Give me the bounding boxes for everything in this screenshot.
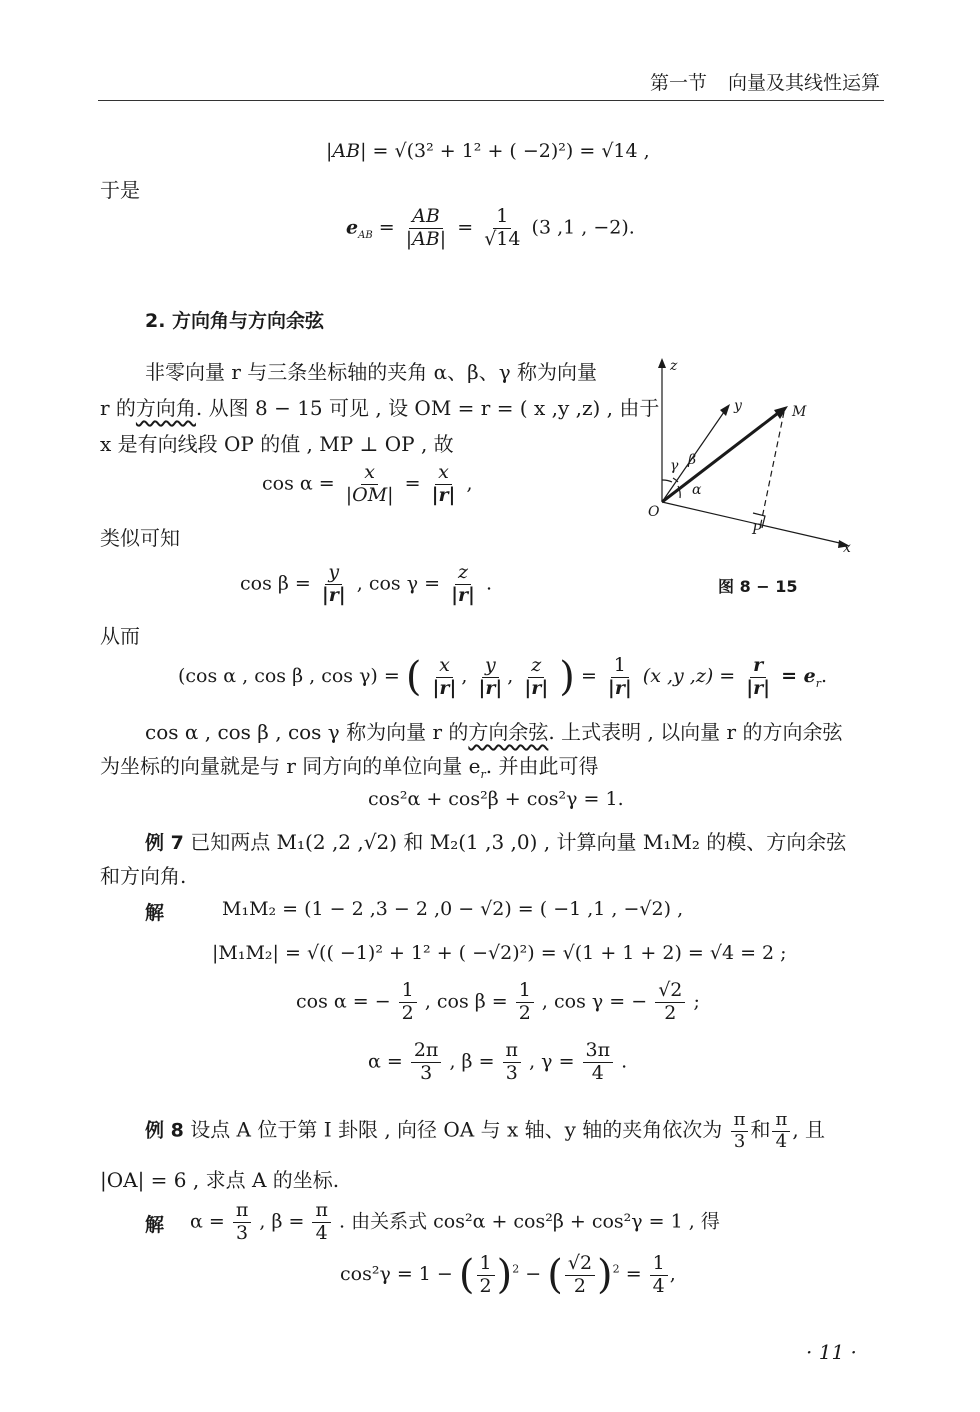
frac-num: 1 bbox=[516, 980, 534, 1003]
formula-ab-norm-rhs: √(3² + 1² + ( −2)²) = √14 , bbox=[394, 140, 650, 162]
para2-line2: 为坐标的向量就是与 r 同方向的单位向量 $e_r$. 并由此可得 bbox=[100, 754, 599, 781]
formula-unit-vector: $e_{AB}$ = $\frac{AB}{|AB|}$ = $\frac{1}{√14}$ (3 ,1 , −2). bbox=[346, 205, 635, 250]
frac-den: |r| bbox=[524, 676, 549, 699]
sol8-a: α = bbox=[190, 1210, 225, 1233]
arc-gamma bbox=[662, 480, 672, 482]
frac-x-over-om bbox=[343, 462, 397, 507]
frac-num: π bbox=[731, 1110, 749, 1132]
frac-pi-3 bbox=[503, 1040, 522, 1085]
header-section: 第一节 bbox=[650, 72, 708, 94]
example7-text: 已知两点 M₁(2 ,2 ,√2) 和 M₂(1 ,3 ,0) , 计算向量 M₁M₂ 的模、方向余弦 bbox=[190, 830, 847, 854]
formula-ab-norm bbox=[326, 140, 650, 162]
frac-x-r bbox=[430, 655, 460, 700]
cos-gamma-lhs: , cos γ = bbox=[356, 572, 441, 595]
frac-sqrt2-half bbox=[655, 980, 685, 1025]
frac-den: √14 bbox=[484, 227, 521, 250]
solution8-label: 解 bbox=[145, 1214, 165, 1236]
example7-label: 例 7 bbox=[145, 832, 184, 854]
frac-pi-4 bbox=[312, 1200, 331, 1245]
step4-a: α = bbox=[368, 1050, 403, 1073]
term-direction-angle: 方向角 bbox=[135, 396, 196, 420]
para1-post: . 从图 8 − 15 可见 , 设 OM = r = ( x ,y ,z) , 由于 bbox=[195, 396, 660, 420]
example7-line1 bbox=[145, 826, 846, 855]
solution7-step3 bbox=[296, 980, 700, 1025]
term-direction-cosine: 方向余弦 bbox=[468, 720, 549, 744]
header-title: 向量及其线性运算 bbox=[728, 72, 881, 94]
step4-d: . bbox=[621, 1050, 628, 1073]
frac-num: 1 bbox=[477, 1253, 495, 1276]
frac-y-over-r bbox=[319, 562, 349, 607]
frac-den: 3 bbox=[420, 1061, 433, 1084]
frac-den: 2 bbox=[479, 1274, 492, 1297]
frac-num: x bbox=[435, 462, 452, 485]
frac-num: 2π bbox=[411, 1040, 442, 1063]
om-arrowhead bbox=[774, 406, 788, 419]
frac-num: y bbox=[325, 562, 342, 585]
label-m: M bbox=[792, 404, 807, 420]
frac-den: 4 bbox=[315, 1221, 328, 1244]
example8-line1 bbox=[145, 1110, 825, 1152]
frac-pi-3 bbox=[731, 1110, 749, 1152]
example8-label: 例 8 bbox=[145, 1119, 184, 1142]
para2-body: 为坐标的向量就是与 r 同方向的单位向量 e bbox=[100, 754, 481, 778]
sol8-b: , β = bbox=[259, 1210, 305, 1233]
frac-3pi-4 bbox=[583, 1040, 614, 1085]
formula-direction-cosines: (cos α , cos β , cos γ) = ( $\frac{x}{|r|}$ , $\frac{y}{|r|}$ , $\frac{z}{|r|}$ ) = $\frac{1}{|r|}$ (x ,y ,z) = $\frac{r}{|r|}$ = $e_r$. bbox=[178, 653, 828, 700]
frac-z-r bbox=[521, 655, 551, 700]
step3-a: cos α = − bbox=[296, 990, 391, 1013]
frac-num: √2 bbox=[655, 980, 685, 1003]
label-alpha: α bbox=[692, 482, 702, 498]
step3-d: ; bbox=[693, 990, 700, 1013]
frac-den: |r| bbox=[451, 583, 475, 606]
identity-text: cos²α + cos²β + cos²γ = 1. bbox=[368, 788, 624, 810]
para1-pre: r 的 bbox=[100, 396, 136, 420]
frac-one-half bbox=[477, 1253, 495, 1298]
frac-r-r bbox=[743, 655, 773, 700]
frac-den: |r| bbox=[431, 483, 456, 506]
label-x: x bbox=[843, 540, 851, 556]
para1-line1: 非零向量 r 与三条坐标轴的夹角 α、β、γ 称为向量 bbox=[145, 360, 598, 384]
sol8-eq: = bbox=[625, 1263, 642, 1285]
cos-alpha-lhs: cos α = bbox=[262, 472, 335, 495]
unit-e-sub: AB bbox=[358, 230, 373, 242]
sol8-end: , bbox=[669, 1263, 676, 1285]
solution7-step1 bbox=[222, 898, 683, 920]
section-title: 2. 方向角与方向余弦 bbox=[145, 310, 325, 332]
text-congerm: 从而 bbox=[100, 624, 140, 648]
mp-dashed bbox=[760, 412, 784, 528]
example8-tail: , 且 bbox=[792, 1117, 826, 1142]
frac-num: 1 bbox=[650, 1253, 668, 1276]
frac-pi-4 bbox=[772, 1110, 790, 1152]
step4-c: , γ = bbox=[529, 1050, 575, 1073]
frac-ab-over-norm bbox=[403, 206, 450, 251]
frac-den: 2 bbox=[664, 1001, 677, 1024]
dc-tail: (x ,y ,z) = bbox=[642, 665, 736, 687]
text-similar: 类似可知 bbox=[100, 526, 180, 550]
page-number: · 11 · bbox=[806, 1340, 857, 1364]
frac-one-half bbox=[516, 980, 534, 1025]
frac-num: 1 bbox=[399, 980, 417, 1003]
frac-num: y bbox=[482, 655, 499, 678]
frac-one-over-sqrt14 bbox=[481, 206, 523, 251]
frac-x-over-r bbox=[429, 462, 459, 507]
example8-line2: |OA| = 6 , 求点 A 的坐标. bbox=[100, 1168, 340, 1192]
frac-1-r bbox=[605, 655, 635, 700]
para2-line1 bbox=[145, 716, 842, 745]
step2-text: |M₁M₂| = √(( −1)² + 1² + ( −√2)²) = √(1 + 1 + 2) = √4 = 2 ; bbox=[212, 942, 787, 964]
formula-cos-beta-gamma: cos β = $\frac{y}{|r|}$ , cos γ = $\frac{z}{|r|}$ . bbox=[240, 561, 493, 606]
frac-num: π bbox=[233, 1200, 252, 1223]
frac-num: √2 bbox=[565, 1253, 595, 1276]
dc-end: = e bbox=[781, 665, 816, 687]
step1-text: M₁M₂ = (1 − 2 ,3 − 2 ,0 − √2) = ( −1 ,1 , −√2) , bbox=[222, 898, 684, 920]
frac-den: |r| bbox=[478, 676, 503, 699]
frac-num: z bbox=[455, 562, 471, 585]
frac-den: |r| bbox=[607, 676, 632, 699]
frac-den: |AB| bbox=[405, 227, 447, 250]
frac-one-fourth bbox=[650, 1253, 668, 1298]
frac-num: π bbox=[772, 1110, 790, 1132]
para2-pre: cos α , cos β , cos γ 称为向量 r 的 bbox=[145, 720, 469, 744]
frac-den: 3 bbox=[236, 1221, 249, 1244]
header-rule bbox=[98, 100, 884, 101]
frac-num: 1 bbox=[493, 206, 511, 229]
vector-om bbox=[662, 410, 782, 502]
frac-den: 4 bbox=[775, 1130, 788, 1152]
frac-den: |r| bbox=[432, 676, 457, 699]
frac-num: x bbox=[436, 655, 453, 678]
solution7-step4 bbox=[368, 1040, 627, 1085]
frac-den: 2 bbox=[518, 1001, 531, 1024]
frac-num: π bbox=[312, 1200, 331, 1223]
example8-text: 设点 A 位于第 I 卦限 , 向径 OA 与 x 轴、y 轴的夹角依次为 bbox=[190, 1117, 723, 1142]
frac-z-over-r bbox=[448, 562, 478, 607]
frac-den: 3 bbox=[733, 1130, 746, 1152]
frac-one-half bbox=[399, 980, 417, 1025]
frac-y-r bbox=[475, 655, 505, 700]
example7-line2: 和方向角. bbox=[100, 864, 187, 888]
para2-post: . 上式表明 , 以向量 r 的方向余弦 bbox=[548, 720, 843, 744]
unit-tail: (3 ,1 , −2). bbox=[531, 216, 635, 239]
para1-line2 bbox=[100, 392, 659, 421]
step3-b: , cos β = bbox=[424, 990, 508, 1013]
formula-identity bbox=[368, 788, 624, 810]
label-o: O bbox=[648, 504, 660, 520]
label-y: y bbox=[734, 398, 742, 414]
example8-and: 和 bbox=[750, 1117, 771, 1142]
frac-num: r bbox=[750, 655, 766, 678]
unit-e: e bbox=[346, 216, 359, 239]
frac-den: 3 bbox=[505, 1061, 518, 1084]
frac-den: 2 bbox=[573, 1274, 586, 1297]
solution8-line1 bbox=[190, 1200, 720, 1245]
para1-line3: x 是有向线段 OP 的值 , MP ⊥ OP , 故 bbox=[100, 432, 454, 456]
sol8-lhs: cos²γ = 1 − bbox=[340, 1263, 453, 1285]
frac-num: x bbox=[361, 462, 378, 485]
frac-num: 3π bbox=[583, 1040, 614, 1063]
text-yushi: 于是 bbox=[100, 178, 140, 202]
frac-num: AB bbox=[409, 206, 443, 229]
formula-cos-alpha: cos α = $\frac{x}{|OM|}$ = $\frac{x}{|r|}$ , bbox=[262, 461, 473, 506]
figure-caption: 图 8 − 15 bbox=[718, 577, 798, 596]
solution8-line2: cos²γ = 1 − ( $\frac{1}{2}$ )$^2$ − ( $\frac{√2}{2}$ )$^2$ = $\frac{1}{4}$ , bbox=[340, 1251, 676, 1298]
sol8-c: . 由关系式 cos²α + cos²β + cos²γ = 1 , 得 bbox=[339, 1210, 720, 1233]
solution7-step2 bbox=[212, 942, 787, 964]
label-z: z bbox=[670, 358, 678, 374]
formula-ab-norm-lhs: |AB| = bbox=[326, 140, 395, 162]
z-arrowhead bbox=[658, 358, 666, 368]
frac-2pi-3 bbox=[411, 1040, 442, 1085]
frac-den: 4 bbox=[591, 1061, 604, 1084]
cos-beta-lhs: cos β = bbox=[240, 572, 311, 595]
frac-num: 1 bbox=[611, 655, 629, 678]
step4-b: , β = bbox=[449, 1050, 495, 1073]
frac-sqrt2-half bbox=[565, 1253, 595, 1298]
dc-lhs: (cos α , cos β , cos γ) = bbox=[178, 665, 400, 687]
step3-c: , cos γ = − bbox=[541, 990, 648, 1013]
solution7-label: 解 bbox=[145, 902, 165, 924]
label-beta: β bbox=[688, 452, 697, 468]
frac-den: |OM| bbox=[345, 483, 394, 506]
frac-den: |r| bbox=[321, 583, 346, 606]
frac-den: 2 bbox=[401, 1001, 414, 1024]
frac-den: |r| bbox=[746, 676, 771, 699]
y-arrowhead bbox=[720, 404, 730, 416]
label-p: P bbox=[752, 522, 762, 538]
figure-8-15 bbox=[640, 352, 870, 562]
frac-num: z bbox=[528, 655, 544, 678]
frac-num: π bbox=[503, 1040, 522, 1063]
frac-den: 4 bbox=[652, 1274, 665, 1297]
para2-end: . 并由此可得 bbox=[485, 754, 599, 778]
label-gamma: γ bbox=[670, 458, 679, 474]
frac-pi-3 bbox=[233, 1200, 252, 1245]
